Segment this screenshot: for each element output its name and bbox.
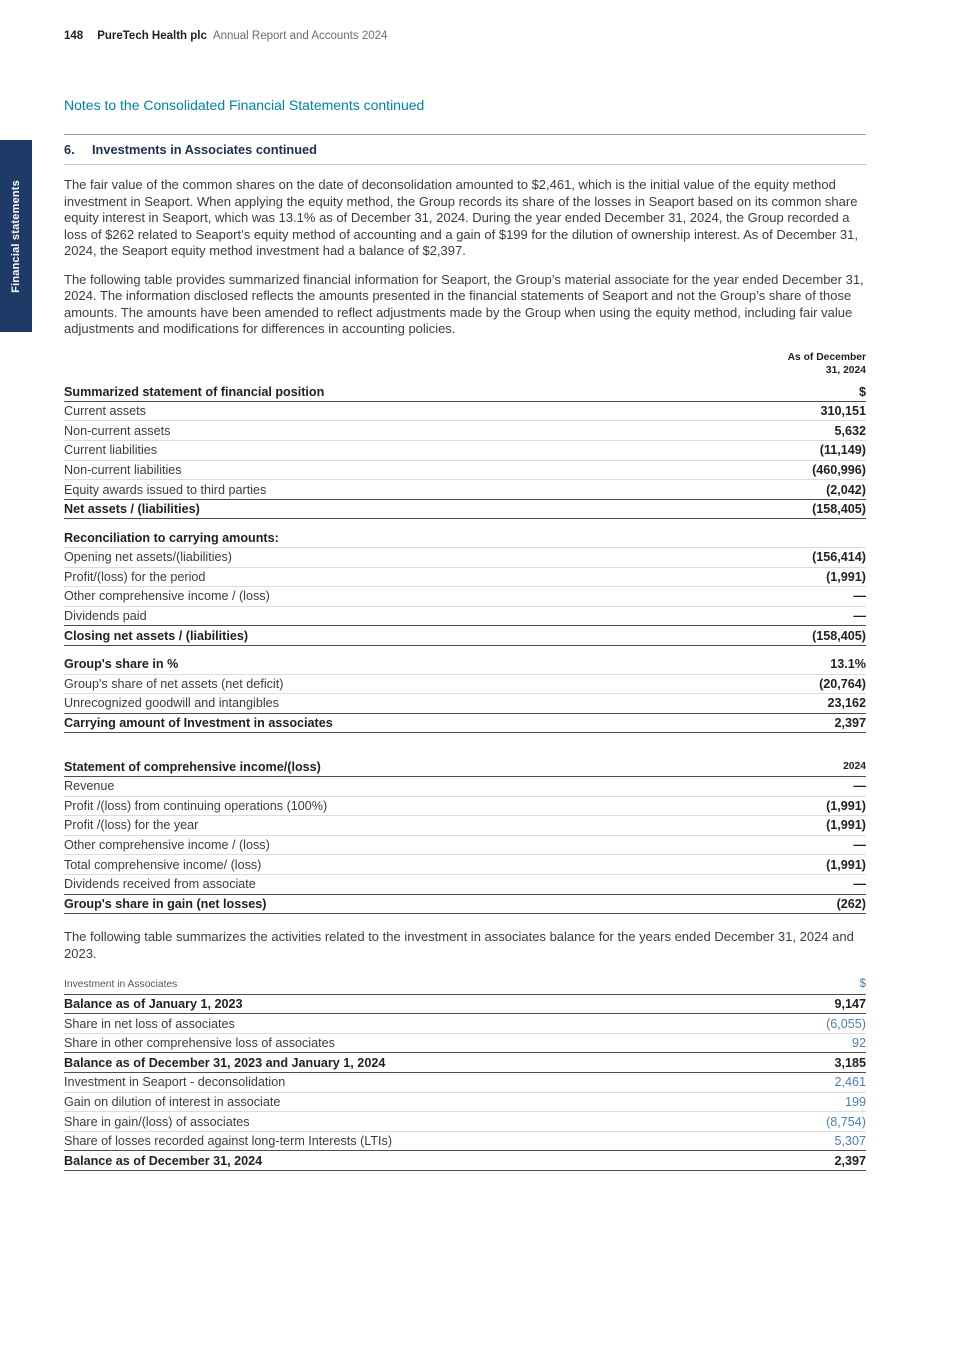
sidebar-tab-financial-statements [0,140,32,332]
column-note-line-2: 31, 2024 [825,364,866,376]
page-number: 148 [64,30,84,42]
row-label: Share in net loss of associates [64,1016,235,1031]
row-value: (158,405) [812,628,866,643]
table-row [64,607,866,627]
table-header-value: $ [858,384,866,399]
table-row [64,675,866,695]
table-header-label: Investment in Associates [64,978,178,990]
row-value: 2,461 [834,1075,866,1090]
table-row [64,402,866,422]
table-row [64,528,866,548]
row-label: Group's share in gain (net losses) [64,896,267,911]
table-row [64,1034,866,1054]
row-value: 92 [851,1036,866,1051]
sidebar-tab-label: Financial statements [10,179,22,293]
table-row [64,548,866,568]
table-header-row [64,975,866,995]
table-row [64,1132,866,1152]
row-label: Investment in Seaport - deconsolidation [64,1075,286,1090]
row-value: (20,764) [819,676,866,691]
row-value: 3,185 [834,1055,866,1070]
paragraph-equity-method: The fair value of the common shares on the date of deconsolidation amounted to $2,461, which is the initial value of the equity method investment in Seaport. When applying the equity method, the Group records its share of the losses in Seaport based on its common share equity interest in Seaport, which was 13.1% as of December 31, 2024. During the year ended December 31, 2024, the Group recorded a loss of $262 related to Seaport’s equity method of accounting and a gain of $199 for the dilution of ownership interest. As of December 31, 2024, the Seaport equity method investment had a balance of $2,397. [64,177,858,258]
row-value: — [853,609,866,624]
row-value: 13.1% [830,657,866,672]
row-value: (1,991) [826,569,866,584]
table-row [64,694,866,714]
row-value: (11,149) [819,443,866,458]
table-row [64,994,866,1015]
table-row [64,421,866,441]
row-label: Profit/(loss) for the period [64,569,206,584]
table-investment-in-associates [64,975,866,1171]
row-label: Share in other comprehensive loss of associates [64,1036,335,1051]
row-label: Reconciliation to carrying amounts: [64,530,279,545]
column-note-line-1: As of December [787,351,866,363]
row-value: 2,397 [834,716,866,731]
table-row [64,875,866,895]
row-value: — [853,838,866,853]
table-row [64,655,866,675]
row-value: (8,754) [826,1114,866,1129]
row-value: (158,405) [812,502,866,517]
row-value: (262) [836,896,866,911]
row-value: (2,042) [826,482,866,497]
row-label: Unrecognized goodwill and intangibles [64,696,279,711]
row-label: Dividends received from associate [64,877,256,892]
table-row [64,1112,866,1132]
row-value: 310,151 [820,404,866,419]
page-header [64,30,387,42]
table-comprehensive-income [64,757,866,914]
row-value: (6,055) [826,1016,866,1031]
section-heading [64,134,866,165]
row-label: Balance as of December 31, 2023 and January 1, 2024 [64,1055,386,1070]
row-value: (156,414) [812,550,866,565]
table-row [64,713,866,734]
table-header-row [64,757,866,777]
table-body [64,402,866,734]
table-row [64,587,866,607]
row-value: 23,162 [827,696,866,711]
table-row [64,1093,866,1113]
paragraph-activities-summary: The following table summarizes the activities related to the investment in associates balance for the years ended December 31, 2024 and 2023. [64,929,854,961]
report-title: Annual Report and Accounts 2024 [212,30,388,42]
row-label: Total comprehensive income/ (loss) [64,857,262,872]
row-label: Profit /(loss) for the year [64,818,199,833]
row-value: (1,991) [826,857,866,872]
main-content [64,97,866,1171]
row-label: Other comprehensive income / (loss) [64,838,270,853]
row-label: Balance as of January 1, 2023 [64,996,243,1011]
row-label: Group's share in % [64,657,179,672]
row-label: Closing net assets / (liabilities) [64,628,249,643]
table-spacer [64,519,866,528]
table-header-row [64,382,866,402]
row-label: Profit /(loss) from continuing operations (100%) [64,798,328,813]
table-row [64,816,866,836]
row-label: Share in gain/(loss) of associates [64,1114,250,1129]
row-label: Non-current liabilities [64,462,182,477]
table-row [64,441,866,461]
row-value: 5,632 [834,423,866,438]
notes-heading: Notes to the Consolidated Financial Statements continued [64,97,425,113]
table-row [64,855,866,875]
row-value: 2,397 [834,1153,866,1168]
table-row [64,777,866,797]
row-value: (1,991) [826,818,866,833]
row-label: Opening net assets/(liabilities) [64,550,232,565]
row-value: 199 [844,1094,866,1109]
section-title: Investments in Associates continued [92,142,317,157]
row-label: Equity awards issued to third parties [64,482,267,497]
row-label: Current liabilities [64,443,158,458]
row-label: Share of losses recorded against long-term Interests (LTIs) [64,1134,393,1149]
table-body [64,777,866,914]
row-value: 9,147 [834,996,866,1011]
row-label: Net assets / (liabilities) [64,502,200,517]
row-value: — [853,779,866,794]
row-value: — [853,877,866,892]
table-header-value: $ [859,978,866,991]
table-header-value: 2024 [843,761,866,773]
column-date-note [64,351,866,378]
row-value: (460,996) [812,462,866,477]
row-value: (1,991) [826,798,866,813]
table-row [64,499,866,520]
table-financial-position [64,351,866,734]
row-label: Other comprehensive income / (loss) [64,589,270,604]
table-row [64,461,866,481]
row-label: Carrying amount of Investment in associates [64,716,333,731]
row-label: Group's share of net assets (net deficit) [64,676,284,691]
row-value: 5,307 [834,1134,866,1149]
row-label: Revenue [64,779,115,794]
table-header-label: Summarized statement of financial position [64,384,325,399]
row-label: Non-current assets [64,423,171,438]
row-label: Current assets [64,404,146,419]
table-row [64,568,866,588]
table-row [64,480,866,500]
table-row [64,1014,866,1034]
company-name: PureTech Health plc [97,30,207,42]
table-header-label: Statement of comprehensive income/(loss) [64,759,321,774]
table-row [64,894,866,915]
row-value: — [853,589,866,604]
table-row [64,797,866,817]
table-row [64,1150,866,1171]
table-spacer [64,646,866,655]
table-body [64,994,866,1171]
table-row [64,1052,866,1073]
paragraph-summarized-info: The following table provides summarized financial information for Seaport, the Group’s material associate for the year ended December 31, 2024. The information disclosed reflects the amounts presented in the financial statements of Seaport and not the Group’s share of those amounts. The amounts have been amended to reflect adjustments made by the Group when using the equity method, including fair value adjustments and modifications for differences in accounting policies. [64,271,864,336]
table-row [64,1073,866,1093]
row-label: Balance as of December 31, 2024 [64,1153,263,1168]
row-label: Dividends paid [64,609,147,624]
row-label: Gain on dilution of interest in associate [64,1094,281,1109]
table-row [64,836,866,856]
table-row [64,625,866,646]
section-number: 6. [64,142,75,157]
